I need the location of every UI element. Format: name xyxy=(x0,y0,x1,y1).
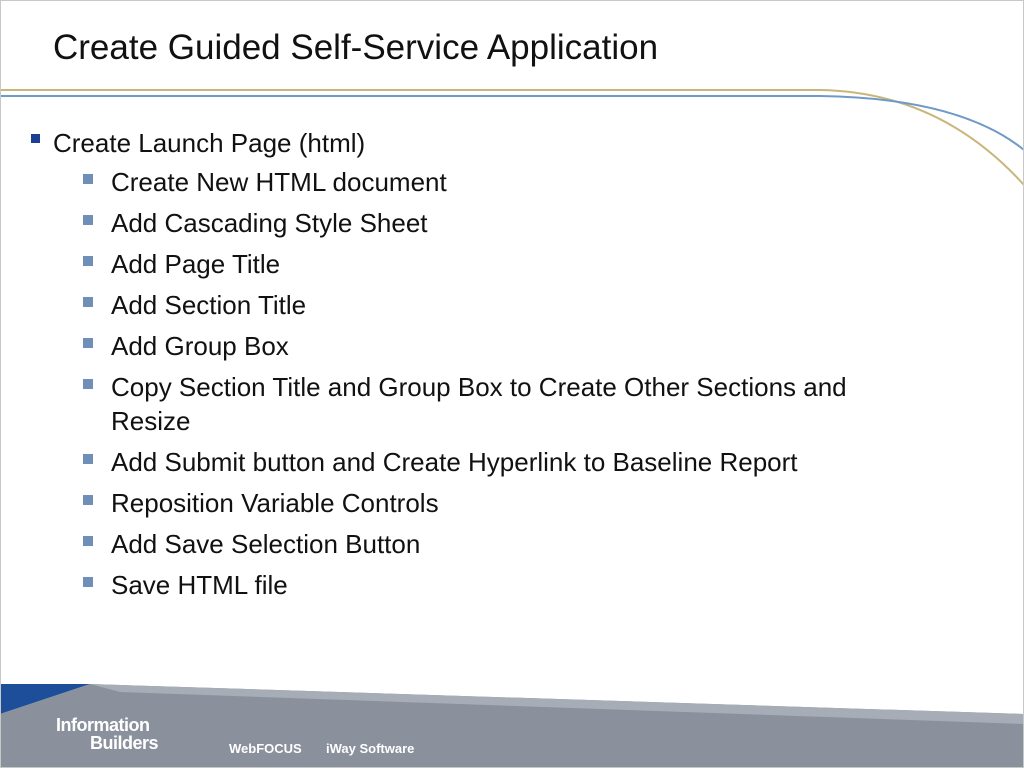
square-bullet-icon xyxy=(83,495,93,505)
square-bullet-icon xyxy=(83,338,93,348)
square-bullet-icon xyxy=(83,174,93,184)
information-builders-logo xyxy=(56,716,158,752)
square-bullet-icon xyxy=(83,215,93,225)
square-bullet-icon xyxy=(83,536,93,546)
sub-bullet-text: Create New HTML document xyxy=(111,167,447,197)
square-bullet-icon xyxy=(83,256,93,266)
sub-bullet-text: Add Cascading Style Sheet xyxy=(111,208,428,238)
footer-iway-label: iWay Software xyxy=(326,741,415,756)
square-bullet-icon xyxy=(83,577,93,587)
sub-bullet-list xyxy=(0,165,1024,609)
logo-line-1: Information xyxy=(56,715,150,735)
sub-bullet-text: Add Section Title xyxy=(111,290,307,320)
sub-bullet-text: Reposition Variable Controls xyxy=(111,488,439,518)
sub-bullet-item xyxy=(83,568,931,602)
sub-bullet-text: Add Page Title xyxy=(111,249,281,279)
sub-bullet-item xyxy=(83,445,931,479)
sub-bullet-item xyxy=(83,527,931,561)
footer-webfocus-label: WebFOCUS xyxy=(229,741,302,756)
sub-bullet-item xyxy=(83,486,931,520)
sub-bullet-item xyxy=(83,165,931,199)
sub-bullet-item xyxy=(83,247,931,281)
sub-bullet-item xyxy=(83,288,931,322)
square-bullet-icon xyxy=(31,134,40,143)
sub-bullet-text: Add Group Box xyxy=(111,331,289,361)
logo-line-2: Builders xyxy=(90,733,159,753)
sub-bullet-text: Save HTML file xyxy=(111,570,288,600)
sub-bullet-text: Add Save Selection Button xyxy=(111,529,421,559)
sub-bullet-item xyxy=(83,329,931,363)
square-bullet-icon xyxy=(83,379,93,389)
sub-bullet-item xyxy=(83,370,931,438)
square-bullet-icon xyxy=(83,454,93,464)
sub-bullet-text: Copy Section Title and Group Box to Create Other Sections and Resize xyxy=(111,372,847,436)
slide-title: Create Guided Self-Service Application xyxy=(53,28,659,67)
main-bullet-text: Create Launch Page (html) xyxy=(53,128,366,158)
sub-bullet-text: Add Submit button and Create Hyperlink to Baseline Report xyxy=(111,447,798,477)
square-bullet-icon xyxy=(83,297,93,307)
sub-bullet-item xyxy=(83,206,931,240)
